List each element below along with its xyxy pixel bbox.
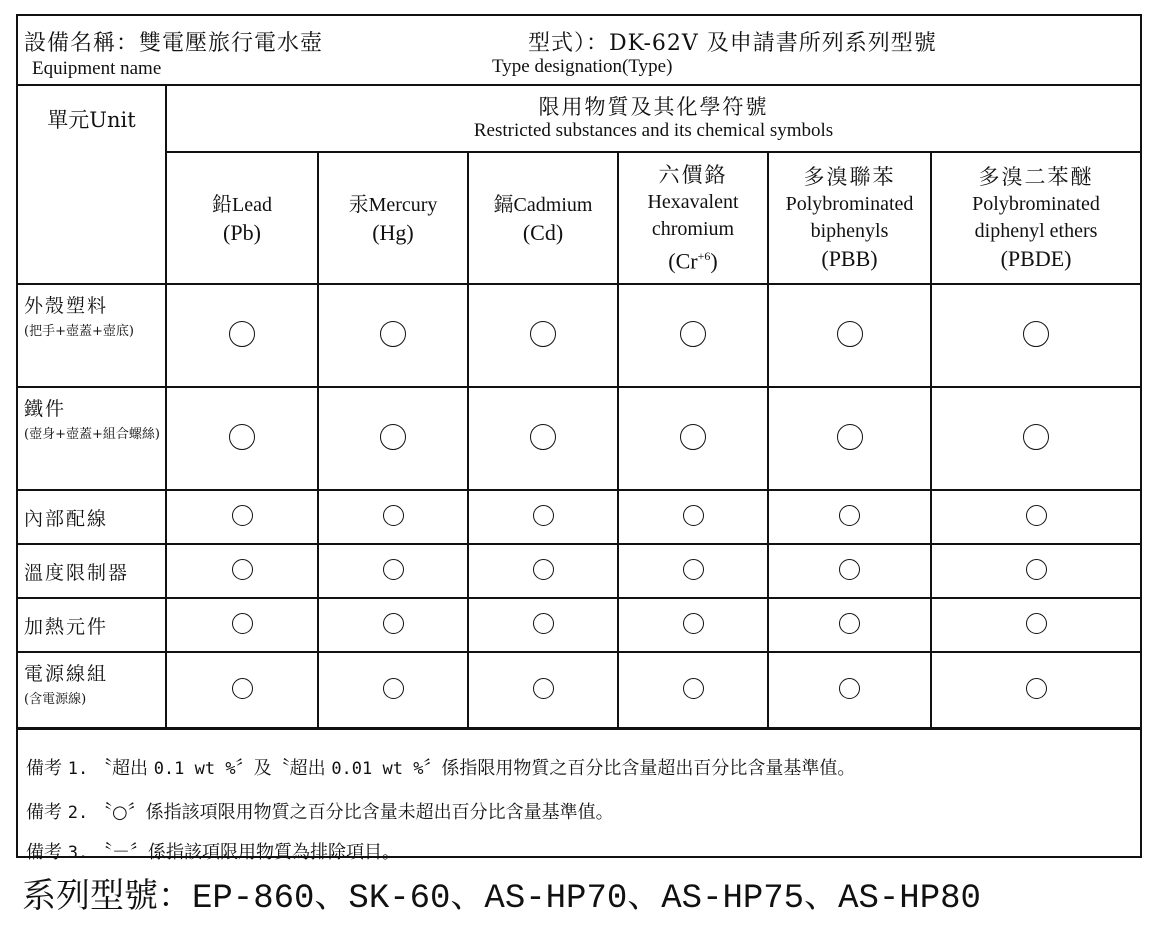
row-label: 外殼塑料 (把手+壺蓋+壺底) bbox=[18, 284, 166, 387]
compliance-mark bbox=[166, 598, 318, 652]
equipment-name-en: Equipment name bbox=[32, 58, 162, 79]
compliance-mark bbox=[618, 490, 768, 544]
compliance-mark bbox=[166, 387, 318, 490]
circle-mark-icon bbox=[530, 424, 556, 450]
circle-mark-icon bbox=[383, 678, 404, 699]
unit-header: 單元Unit bbox=[18, 84, 166, 284]
compliance-mark bbox=[166, 652, 318, 728]
compliance-mark bbox=[166, 544, 318, 598]
circle-mark-icon bbox=[533, 613, 554, 634]
circle-mark-icon bbox=[383, 559, 404, 580]
compliance-mark bbox=[468, 284, 618, 387]
compliance-mark bbox=[468, 544, 618, 598]
circle-mark-icon bbox=[533, 559, 554, 580]
circle-mark-icon bbox=[383, 613, 404, 634]
circle-mark-icon bbox=[533, 505, 554, 526]
circle-mark-icon bbox=[1026, 505, 1047, 526]
table-row bbox=[18, 652, 1140, 728]
circle-mark-icon bbox=[683, 678, 704, 699]
circle-mark-icon bbox=[1023, 424, 1049, 450]
row-label: 鐵件 (壺身+壺蓋+組合螺絲) bbox=[18, 387, 166, 490]
circle-mark-icon bbox=[1026, 678, 1047, 699]
circle-mark-icon bbox=[683, 559, 704, 580]
substance-header-pbde: 多溴二苯醚 Polybrominated diphenyl ethers (PBDE) bbox=[931, 152, 1140, 284]
restricted-substances-zh: 限用物質及其化學符號 bbox=[538, 94, 769, 119]
circle-mark-icon bbox=[229, 321, 255, 347]
circle-mark-icon bbox=[839, 613, 860, 634]
remark-2: 備考 2. 〝○〞係指該項限用物質之百分比含量未超出百分比含量基準值。 bbox=[26, 802, 614, 823]
compliance-mark bbox=[318, 490, 468, 544]
compliance-mark bbox=[931, 598, 1140, 652]
compliance-mark bbox=[318, 652, 468, 728]
circle-mark-icon bbox=[380, 321, 406, 347]
circle-mark-icon bbox=[839, 505, 860, 526]
compliance-mark bbox=[468, 598, 618, 652]
compliance-mark bbox=[931, 387, 1140, 490]
type-designation-en: Type designation(Type) bbox=[492, 56, 673, 77]
circle-mark-icon bbox=[1023, 321, 1049, 347]
circle-mark-icon bbox=[383, 505, 404, 526]
compliance-mark bbox=[618, 387, 768, 490]
row-label: 電源線組 (含電源線) bbox=[18, 652, 166, 728]
equipment-name-zh: 設備名稱：雙電壓旅行電水壺 bbox=[24, 31, 324, 56]
table-row bbox=[18, 490, 1140, 544]
compliance-mark bbox=[166, 284, 318, 387]
table-row bbox=[18, 598, 1140, 652]
compliance-mark bbox=[768, 598, 931, 652]
circle-mark-icon bbox=[683, 613, 704, 634]
remark-1: 備考 1. 〝超出 0.1 wt %〞及〝超出 0.01 wt %〞係指限用物質之百分比含量超出百分比含量基準值。 bbox=[26, 758, 856, 779]
circle-mark-icon bbox=[1026, 559, 1047, 580]
substance-header-mercury: 汞Mercury (Hg) bbox=[318, 152, 468, 284]
compliance-mark bbox=[768, 652, 931, 728]
compliance-mark bbox=[318, 284, 468, 387]
circle-mark-icon bbox=[839, 678, 860, 699]
compliance-mark bbox=[618, 284, 768, 387]
table-row bbox=[18, 544, 1140, 598]
compliance-mark bbox=[768, 490, 931, 544]
circle-mark-icon bbox=[232, 505, 253, 526]
row-label: 溫度限制器 bbox=[18, 544, 166, 598]
compliance-mark bbox=[931, 490, 1140, 544]
row-label: 內部配線 bbox=[18, 490, 166, 544]
substance-grid bbox=[18, 84, 1140, 729]
compliance-mark bbox=[618, 544, 768, 598]
compliance-mark bbox=[468, 387, 618, 490]
circle-mark-icon bbox=[837, 321, 863, 347]
substance-header-cadmium: 鎘Cadmium (Cd) bbox=[468, 152, 618, 284]
series-model-list: EP-860、SK-60、AS-HP70、AS-HP75、AS-HP80 bbox=[192, 880, 981, 918]
restricted-substances-header bbox=[166, 84, 1140, 152]
circle-mark-icon bbox=[1026, 613, 1047, 634]
table-row bbox=[18, 284, 1140, 387]
compliance-mark bbox=[318, 387, 468, 490]
rohs-declaration-table bbox=[16, 14, 1142, 863]
compliance-mark bbox=[318, 598, 468, 652]
compliance-mark bbox=[768, 387, 931, 490]
substance-header-hexavalent-chromium: 六價鉻 Hexavalent chromium $(Cr^{+6})$ bbox=[618, 152, 768, 284]
circle-mark-icon bbox=[837, 424, 863, 450]
type-designation-zh: 型式）：DK-62V 及申請書所列系列型號 bbox=[528, 31, 937, 56]
substance-header-pbb: 多溴聯苯 Polybrominated biphenyls (PBB) bbox=[768, 152, 931, 284]
compliance-mark bbox=[931, 652, 1140, 728]
circle-mark-icon bbox=[232, 678, 253, 699]
circle-mark-icon bbox=[839, 559, 860, 580]
restricted-substances-en: Restricted substances and its chemical symbols bbox=[473, 119, 834, 141]
circle-mark-icon bbox=[530, 321, 556, 347]
circle-mark-icon bbox=[229, 424, 255, 450]
compliance-mark bbox=[468, 490, 618, 544]
circle-mark-icon bbox=[680, 424, 706, 450]
table-row bbox=[18, 387, 1140, 490]
compliance-mark bbox=[468, 652, 618, 728]
substance-header-lead: 鉛Lead (Pb) bbox=[166, 152, 318, 284]
circle-mark-icon bbox=[533, 678, 554, 699]
circle-mark-icon bbox=[683, 505, 704, 526]
series-models bbox=[22, 868, 981, 918]
compliance-mark bbox=[618, 598, 768, 652]
header-row bbox=[18, 16, 1140, 86]
compliance-mark bbox=[931, 544, 1140, 598]
circle-mark-icon bbox=[680, 321, 706, 347]
compliance-mark bbox=[166, 490, 318, 544]
compliance-mark bbox=[768, 544, 931, 598]
remarks-section bbox=[18, 728, 1140, 863]
compliance-mark bbox=[768, 284, 931, 387]
compliance-mark bbox=[618, 652, 768, 728]
circle-mark-icon bbox=[232, 613, 253, 634]
compliance-mark bbox=[318, 544, 468, 598]
circle-mark-icon bbox=[380, 424, 406, 450]
remark-3: 備考 3. 〝－〞係指該項限用物質為排除項目。 bbox=[26, 842, 400, 863]
circle-mark-icon bbox=[232, 559, 253, 580]
row-label: 加熱元件 bbox=[18, 598, 166, 652]
compliance-mark bbox=[931, 284, 1140, 387]
series-label: 系列型號： bbox=[22, 876, 192, 916]
